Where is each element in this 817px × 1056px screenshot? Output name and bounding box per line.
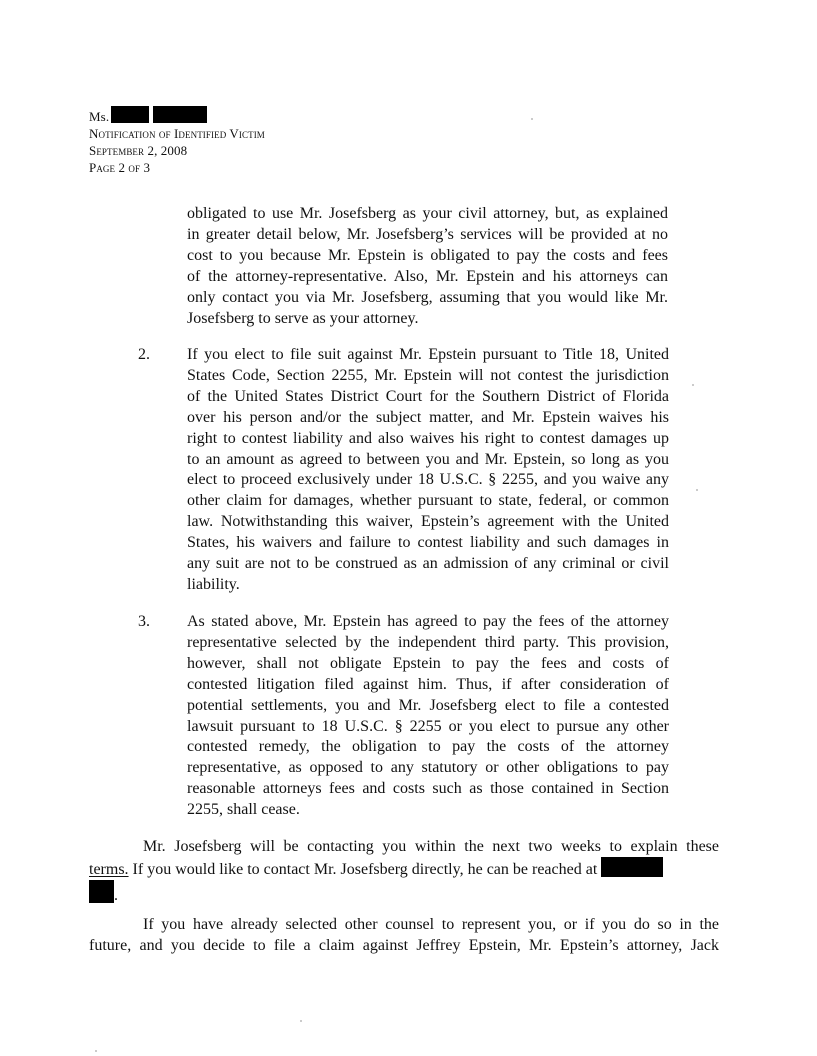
text-line: of the United States District Court for the Southern District of Florida [187, 387, 669, 405]
text-line: however, shall not obligate Epstein to pay the fees and costs of [187, 654, 669, 672]
text-line: potential settlements, you and Mr. Josefsberg elect to file a contested [187, 696, 669, 714]
letter-header [89, 106, 265, 176]
page-number: Page 2 of 3 [89, 160, 151, 175]
text-line: Mr. Josefsberg will be contacting you within the next two weeks to explain these [143, 838, 719, 855]
scan-speck [696, 489, 698, 491]
text-line: other claim for damages, whether pursuant to state, federal, or common [187, 492, 669, 510]
text-line: If you have already selected other counsel to represent you, or if you do so in the [143, 916, 719, 933]
date-line: September 2, 2008 [89, 143, 188, 158]
text-line: reasonable attorneys fees and costs such as those contained in Section [187, 780, 669, 798]
item-number: 2. [138, 346, 150, 363]
text-line: elect to proceed exclusively under 18 U.S.C. § 2255, and you waive any [187, 471, 669, 489]
item-body [187, 345, 669, 596]
text-line: any suit are not to be construed as an admission of any criminal or civil [187, 555, 669, 573]
text-line: contested litigation filed against him. Thus, if after consideration of [187, 675, 669, 693]
text-line: over his person and/or the subject matter, and Mr. Epstein waives his [187, 408, 669, 426]
text-line: representative selected by the independent third party. This provision, [187, 633, 669, 651]
text-line: of the attorney-representative. Also, Mr. Epstein and his attorneys can [187, 267, 668, 285]
text-line [89, 880, 719, 906]
scan-speck [300, 1020, 302, 1022]
text-line: States Code, Section 2255, Mr. Epstein will not contest the jurisdiction [187, 366, 669, 384]
text-line: representative, as opposed to any statutory or other obligations to pay [187, 759, 669, 777]
text-line: contested remedy, the obligation to pay the costs of the attorney [187, 738, 669, 756]
item-1-continuation [187, 204, 668, 329]
text-line: liability. [187, 575, 240, 593]
scan-speck [95, 1050, 97, 1052]
recipient-line [89, 106, 265, 125]
text-line: Josefsberg to serve as your attorney. [187, 309, 419, 327]
closing-paragraph [89, 914, 719, 956]
text-line: in greater detail below, Mr. Josefsberg’s services will be provided at no [187, 225, 668, 243]
subject-line: Notification of Identified Victim [89, 126, 265, 141]
text-line: 2255, shall cease. [187, 801, 300, 819]
redacted-last-name [153, 106, 207, 123]
text-line: only contact you via Mr. Josefsberg, assuming that you would like Mr. [187, 288, 668, 306]
text-line: If you elect to file suit against Mr. Epstein pursuant to Title 18, United [187, 346, 669, 363]
text-line: right to contest liability and also waives his right to contest damages up [187, 429, 669, 447]
text-line: cost to you because Mr. Epstein is obligated to pay the costs and fees [187, 246, 668, 264]
item-number: 3. [138, 613, 150, 630]
text-fragment: If you would like to contact Mr. Josefsberg directly, he can be reached at [128, 861, 598, 878]
text-line: law. Notwithstanding this waiver, Epstein’s agreement with the United [187, 513, 669, 531]
text-line: future, and you decide to file a claim against Jeffrey Epstein, Mr. Epstein’s attorney, Jack [89, 937, 719, 954]
text-line [89, 857, 719, 880]
redacted-first-name [111, 106, 149, 123]
text-line: obligated to use Mr. Josefsberg as your civil attorney, but, as explained [187, 205, 668, 222]
underlined-terms: terms. [89, 861, 129, 878]
text-line: As stated above, Mr. Epstein has agreed to pay the fees of the attorney [187, 613, 669, 630]
scan-speck [692, 384, 694, 386]
text-line: lawsuit pursuant to 18 U.S.C. § 2255 or you elect to pursue any other [187, 717, 669, 735]
text-line: States, his waivers and failure to contest liability and such damages in [187, 534, 669, 552]
text-fragment: . [114, 887, 118, 904]
item-body [187, 612, 669, 821]
scan-speck [531, 118, 533, 120]
contact-paragraph [89, 836, 719, 906]
salutation: Ms. [89, 109, 110, 124]
redacted-phone-number-continued [89, 880, 114, 903]
redacted-phone-number [601, 857, 663, 877]
text-line: to an amount as agreed to between you and Mr. Epstein, so long as you [187, 450, 669, 468]
